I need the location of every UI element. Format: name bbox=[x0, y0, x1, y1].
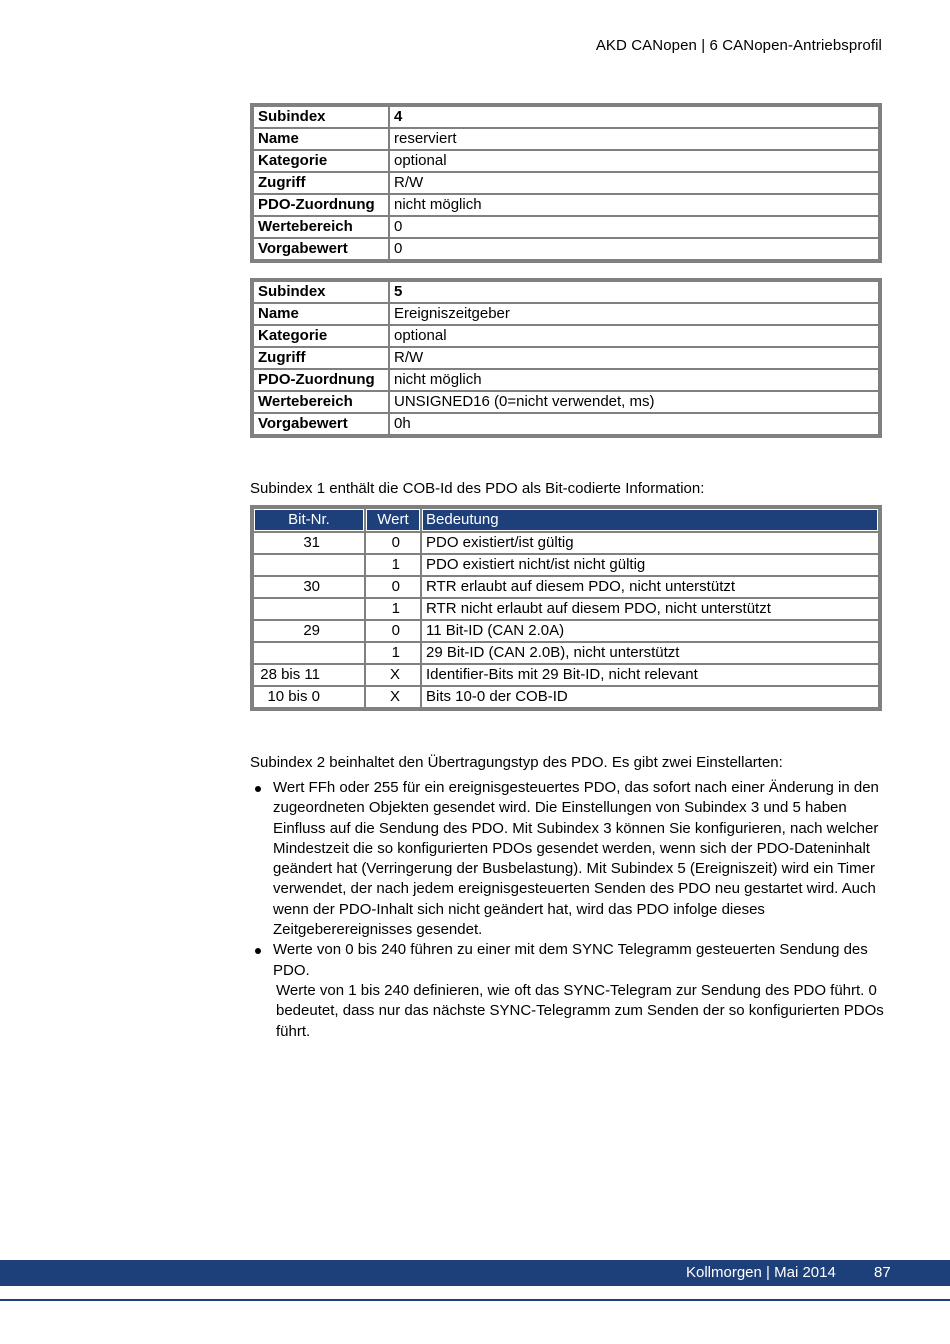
list-item-subtext: Werte von 1 bis 240 definieren, wie oft das SYNC-Telegram zur Sendung des PDO führt. 0 bedeutet, dass nur das nächste SYNC-Telegramm zum Senden der so konfigurierten PDOs führt. bbox=[276, 981, 884, 1040]
row-value: reserviert bbox=[390, 129, 878, 149]
cell-bit: 10 bis 0 bbox=[254, 687, 364, 707]
row-key: PDO-Zuordnung bbox=[254, 370, 388, 390]
list-item-text: Wert FFh oder 255 für ein ereignisgesteuertes PDO, das sofort nach einer Änderung in den zugeordneten Objekten gesendet wird. Die Einstellungen von Subindex 3 und 5 haben Einfluss auf die Sendung des PDO. Mit Subindex 3 können Sie konfigurieren, nach welcher Mindestzeit die so konfigurierten PDOs gesendet werden, wenn sich der PDO-Dateninhalt geändert hat (Verringerung der Busbelastung). Mit Subindex 5 (Ereigniszeit) wird ein Timer verwendet, der nach jedem ereignisgesteuerten Senden des PDO neu gestartet wird. Auch wenn der PDO-Inhalt sich nicht geändert hat, wird das PDO infolge dieses Zeitgeberereignisses gesendet. bbox=[273, 779, 879, 939]
list-item bbox=[250, 778, 890, 940]
cell-wert: 0 bbox=[366, 533, 420, 553]
row-value: 0 bbox=[390, 217, 878, 237]
table-row bbox=[254, 173, 878, 193]
cell-wert: 0 bbox=[366, 577, 420, 597]
row-value: optional bbox=[390, 326, 878, 346]
row-value: nicht möglich bbox=[390, 370, 878, 390]
table-row bbox=[254, 414, 878, 434]
cell-bit bbox=[254, 643, 364, 663]
cell-wert: X bbox=[366, 665, 420, 685]
cell-bit: 31 bbox=[254, 533, 364, 553]
row-key: Name bbox=[254, 129, 388, 149]
table-row bbox=[254, 151, 878, 171]
table-row bbox=[254, 687, 878, 707]
row-value: 0 bbox=[390, 239, 878, 259]
row-value: 0h bbox=[390, 414, 878, 434]
footer-text: Kollmorgen | Mai 2014 bbox=[686, 1264, 836, 1281]
table-row bbox=[254, 217, 878, 237]
cell-bit bbox=[254, 599, 364, 619]
cell-wert: 1 bbox=[366, 555, 420, 575]
cell-bit: 30 bbox=[254, 577, 364, 597]
list-item bbox=[250, 940, 890, 1041]
table-header-row bbox=[254, 509, 878, 531]
row-value: UNSIGNED16 (0=nicht verwendet, ms) bbox=[390, 392, 878, 412]
list-item-text: Werte von 0 bis 240 führen zu einer mit dem SYNC Telegramm gesteuerten Sendung des PDO. bbox=[273, 941, 868, 979]
bullet-icon bbox=[255, 786, 261, 792]
table-row bbox=[254, 577, 878, 597]
column-header-bit: Bit-Nr. bbox=[254, 509, 364, 531]
row-key: Kategorie bbox=[254, 326, 388, 346]
row-value: nicht möglich bbox=[390, 195, 878, 215]
cob-id-bit-table bbox=[250, 505, 882, 711]
page-footer bbox=[0, 1260, 950, 1286]
table-row bbox=[254, 392, 878, 412]
cell-bit: 28 bis 11 bbox=[254, 665, 364, 685]
cell-bedeutung: Bits 10-0 der COB-ID bbox=[422, 687, 878, 707]
table-row bbox=[254, 129, 878, 149]
row-key: PDO-Zuordnung bbox=[254, 195, 388, 215]
row-key: Wertebereich bbox=[254, 217, 388, 237]
table-row bbox=[254, 621, 878, 641]
transmission-type-paragraph: Subindex 2 beinhaltet den Übertragungstyp des PDO. Es gibt zwei Einstellarten: bbox=[250, 754, 783, 771]
row-key: Name bbox=[254, 304, 388, 324]
transmission-type-list bbox=[250, 778, 890, 1042]
table-row bbox=[254, 107, 878, 127]
row-key: Zugriff bbox=[254, 173, 388, 193]
column-header-bedeutung: Bedeutung bbox=[422, 509, 878, 531]
table-row bbox=[254, 195, 878, 215]
cell-bit bbox=[254, 555, 364, 575]
cell-bedeutung: Identifier-Bits mit 29 Bit-ID, nicht relevant bbox=[422, 665, 878, 685]
table-row bbox=[254, 239, 878, 259]
cell-wert: 1 bbox=[366, 643, 420, 663]
row-key: Subindex bbox=[254, 107, 388, 127]
table-row bbox=[254, 665, 878, 685]
footer-divider bbox=[0, 1299, 950, 1301]
page-header: AKD CANopen | 6 CANopen-Antriebsprofil bbox=[595, 37, 882, 54]
table-row bbox=[254, 282, 878, 302]
cell-bedeutung: PDO existiert nicht/ist nicht gültig bbox=[422, 555, 878, 575]
table-row bbox=[254, 533, 878, 553]
cell-wert: 1 bbox=[366, 599, 420, 619]
table-row bbox=[254, 348, 878, 368]
row-key: Vorgabewert bbox=[254, 414, 388, 434]
bullet-icon bbox=[255, 948, 261, 954]
cell-bedeutung: RTR nicht erlaubt auf diesem PDO, nicht unterstützt bbox=[422, 599, 878, 619]
row-key: Subindex bbox=[254, 282, 388, 302]
cell-bedeutung: 29 Bit-ID (CAN 2.0B), nicht unterstützt bbox=[422, 643, 878, 663]
row-key: Vorgabewert bbox=[254, 239, 388, 259]
cob-id-intro-paragraph: Subindex 1 enthält die COB-Id des PDO als Bit-codierte Information: bbox=[250, 480, 705, 497]
cell-bedeutung: RTR erlaubt auf diesem PDO, nicht unterstützt bbox=[422, 577, 878, 597]
subindex-4-table bbox=[250, 103, 882, 263]
cell-wert: X bbox=[366, 687, 420, 707]
row-key: Zugriff bbox=[254, 348, 388, 368]
cell-bit: 29 bbox=[254, 621, 364, 641]
table-row bbox=[254, 326, 878, 346]
table-row bbox=[254, 370, 878, 390]
row-value: optional bbox=[390, 151, 878, 171]
table-row bbox=[254, 304, 878, 324]
row-value: 4 bbox=[390, 107, 878, 127]
table-row bbox=[254, 643, 878, 663]
table-row bbox=[254, 599, 878, 619]
row-value: 5 bbox=[390, 282, 878, 302]
row-value: R/W bbox=[390, 348, 878, 368]
cell-bedeutung: PDO existiert/ist gültig bbox=[422, 533, 878, 553]
table-row bbox=[254, 555, 878, 575]
cell-bedeutung: 11 Bit-ID (CAN 2.0A) bbox=[422, 621, 878, 641]
row-value: R/W bbox=[390, 173, 878, 193]
page-number: 87 bbox=[874, 1264, 891, 1281]
row-key: Kategorie bbox=[254, 151, 388, 171]
row-value: Ereigniszeitgeber bbox=[390, 304, 878, 324]
row-key: Wertebereich bbox=[254, 392, 388, 412]
subindex-5-table bbox=[250, 278, 882, 438]
cell-wert: 0 bbox=[366, 621, 420, 641]
column-header-wert: Wert bbox=[366, 509, 420, 531]
